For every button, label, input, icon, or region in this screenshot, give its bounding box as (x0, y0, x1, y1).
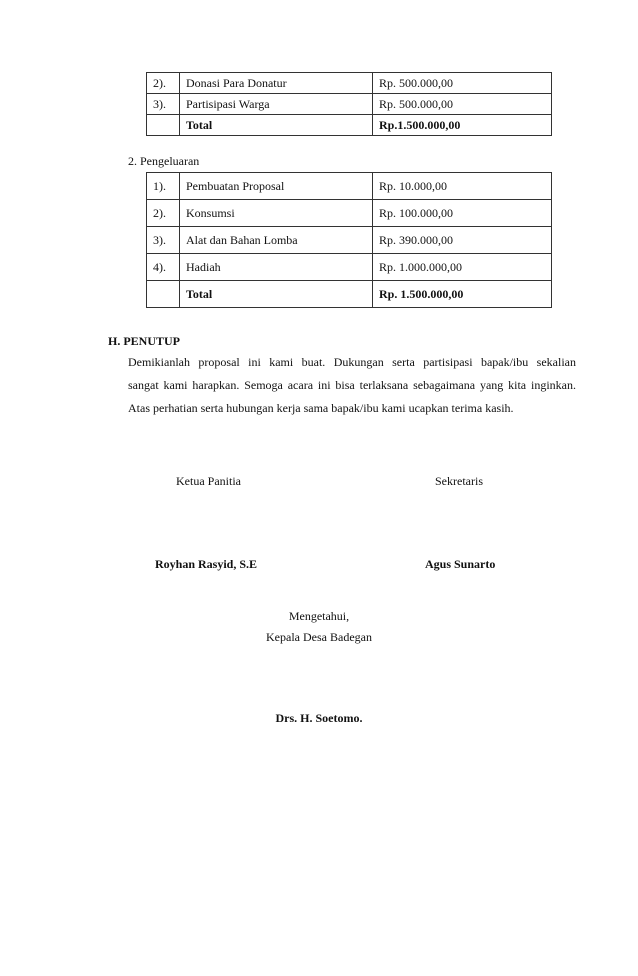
row-amount: Rp. 1.000.000,00 (373, 254, 552, 281)
row-description: Donasi Para Donatur (180, 73, 373, 94)
closing-heading: H. PENUTUP (108, 334, 180, 348)
row-number: 2). (147, 200, 180, 227)
table-row (147, 200, 552, 227)
row-amount: Rp. 10.000,00 (373, 173, 552, 200)
closing-line: sangat kami harapkan. Semoga acara ini bisa terlaksana sebagaimana yang kita inginkan. (128, 378, 576, 392)
acknowledged-label: Mengetahui, (288, 609, 350, 623)
acknowledged-name: Drs. H. Soetomo. (275, 711, 363, 725)
row-number: 3). (147, 94, 180, 115)
closing-line: Atas perhatian serta hubungan kerja sama bapak/ibu kami ucapkan terima kasih. (128, 401, 514, 415)
total-label: Total (180, 281, 373, 308)
row-description: Hadiah (180, 254, 373, 281)
closing-paragraph (128, 351, 576, 420)
acknowledged-title: Kepala Desa Badegan (266, 630, 372, 644)
table-total-row (147, 281, 552, 308)
row-description: Konsumsi (180, 200, 373, 227)
left-signer-name: Royhan Rasyid, S.E (155, 557, 258, 571)
row-description: Pembuatan Proposal (180, 173, 373, 200)
row-number: 4). (147, 254, 180, 281)
total-amount: Rp.1.500.000,00 (373, 115, 552, 136)
row-number: 2). (147, 73, 180, 94)
left-signer-title: Ketua Panitia (176, 474, 241, 488)
table-total-row (147, 115, 552, 136)
row-amount: Rp. 500.000,00 (373, 73, 552, 94)
total-amount: Rp. 1.500.000,00 (373, 281, 552, 308)
table-row (147, 94, 552, 115)
table-row (147, 227, 552, 254)
income-table (146, 72, 552, 136)
row-description: Partisipasi Warga (180, 94, 373, 115)
right-signer-title: Sekretaris (435, 474, 483, 488)
row-number-empty (147, 115, 180, 136)
row-amount: Rp. 100.000,00 (373, 200, 552, 227)
table-row (147, 254, 552, 281)
row-amount: Rp. 390.000,00 (373, 227, 552, 254)
row-number: 3). (147, 227, 180, 254)
row-amount: Rp. 500.000,00 (373, 94, 552, 115)
closing-line: Demikianlah proposal ini kami buat. Dukungan serta partisipasi bapak/ibu sekalian (128, 355, 576, 369)
expense-heading: 2. Pengeluaran (128, 154, 200, 168)
row-number-empty (147, 281, 180, 308)
right-signer-name: Agus Sunarto (425, 557, 496, 571)
row-number: 1). (147, 173, 180, 200)
total-label: Total (180, 115, 373, 136)
expense-table (146, 172, 552, 308)
row-description: Alat dan Bahan Lomba (180, 227, 373, 254)
table-row (147, 73, 552, 94)
table-row (147, 173, 552, 200)
